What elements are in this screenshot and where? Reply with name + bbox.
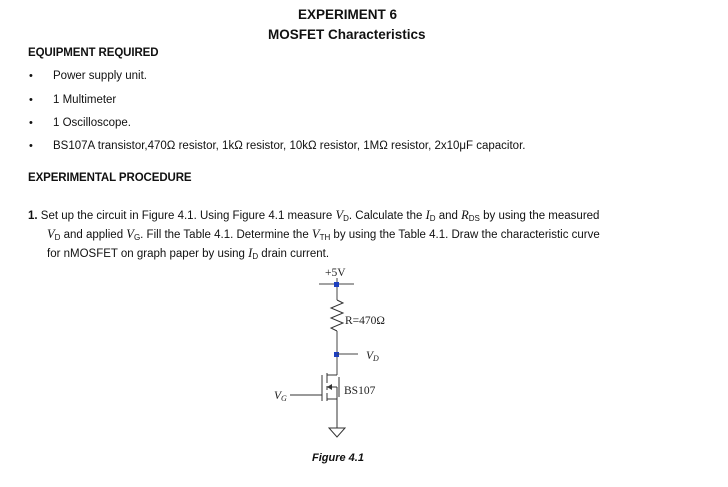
experiment-subtitle: MOSFET Characteristics bbox=[268, 27, 426, 42]
bullet-icon: • bbox=[29, 140, 33, 152]
supply-label: +5V bbox=[325, 267, 346, 279]
experiment-title: EXPERIMENT 6 bbox=[298, 7, 398, 22]
ground-symbol bbox=[329, 428, 345, 437]
equipment-item: 1 Multimeter bbox=[53, 94, 117, 106]
equipment-heading: EQUIPMENT REQUIRED bbox=[28, 47, 159, 59]
mosfet-symbol bbox=[290, 373, 339, 428]
figure-caption: Figure 4.1 bbox=[312, 452, 364, 464]
procedure-step-1: 1. Set up the circuit in Figure 4.1. Using Figure 4.1 measure $V_D$. Calculate the $I_D$ and $R_{DS}$ by using the measured bbox=[28, 208, 600, 223]
procedure-step-1-line-3: for nMOSFET on graph paper by using $I_D$ drain current. bbox=[47, 246, 330, 261]
procedure-heading: EXPERIMENTAL PROCEDURE bbox=[28, 172, 192, 184]
supply-node bbox=[334, 282, 339, 287]
resistor-symbol bbox=[331, 300, 343, 331]
bullet-icon: • bbox=[29, 70, 33, 82]
bullet-icon: • bbox=[29, 94, 33, 106]
drain-label: VD bbox=[366, 350, 379, 363]
transistor-label: BS107 bbox=[344, 385, 376, 397]
equipment-item: BS107A transistor,470Ω resistor, 1kΩ resistor, 10kΩ resistor, 1MΩ resistor, 2x10μF capacitor. bbox=[53, 140, 526, 152]
resistor-label: R=470Ω bbox=[345, 315, 385, 327]
step-number: 1. bbox=[28, 210, 38, 222]
equipment-item: 1 Oscilloscope. bbox=[53, 117, 131, 129]
bullet-icon: • bbox=[29, 117, 33, 129]
mosfet-arrow bbox=[327, 384, 332, 390]
equipment-item: Power supply unit. bbox=[53, 70, 147, 82]
procedure-step-1-line-2: $V_D$ and applied $V_G$. Fill the Table 4.1. Determine the $V_{TH}$ by using the Table 4.1. Draw the characteristic curve bbox=[47, 227, 600, 242]
gate-label: VG bbox=[274, 390, 287, 403]
